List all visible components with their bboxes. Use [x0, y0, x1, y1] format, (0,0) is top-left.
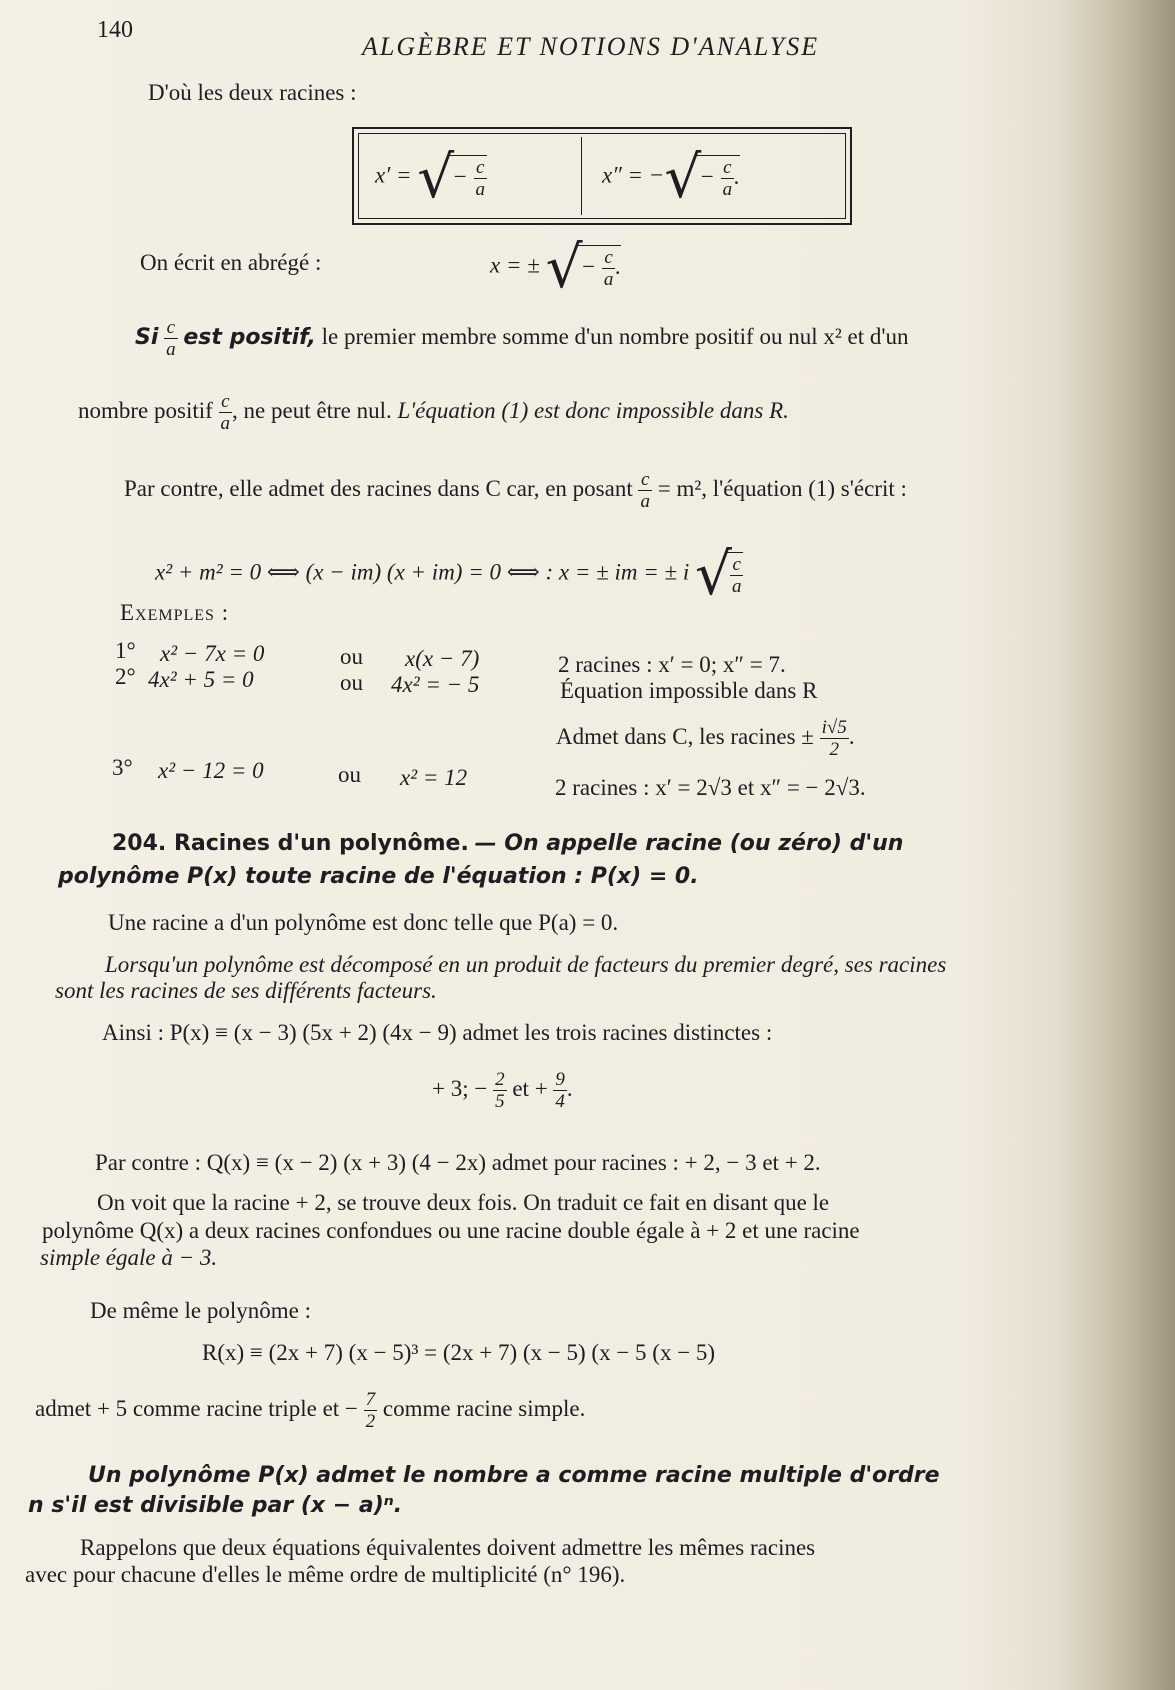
est-positif-bold: est positif,: [183, 324, 316, 350]
fraction-2-over-5: $\frac{2}{5}$: [495, 1069, 505, 1112]
sqrt-symbol: √ $\frac{c}{a}$: [695, 540, 742, 608]
fraction-c-over-a: $\frac{c}{a}$: [220, 391, 231, 434]
ex1-equation: x² − 7x = 0: [160, 641, 265, 666]
ex1-number: 1°: [115, 638, 136, 663]
p-racine-a: Une racine a d'un polynôme est donc telle que P(a) = 0.: [108, 910, 619, 935]
fraction-7-over-2: $\frac{7}{2}$: [365, 1389, 376, 1432]
sqrt-symbol: √− $\frac{c}{a}$ .: [545, 233, 622, 301]
ex3-equation: x² − 12 = 0: [158, 758, 264, 783]
ex2-result: Équation impossible dans R: [560, 678, 818, 703]
plus-minus-x: x = ±: [490, 252, 540, 278]
par-contre-line: [124, 470, 907, 511]
roots-part-a: + 3; −: [432, 1075, 488, 1101]
fraction-i-sqrt5-over-2: $\frac{i√5}{2}$: [821, 717, 847, 760]
theorem-line1: [88, 1462, 940, 1488]
definition-part2: polynôme P(x) toute racine de l'équation : P(x) = 0.: [58, 864, 699, 889]
nul-text: , ne peut être nul.: [232, 397, 392, 423]
p-voit-3: simple égale à − 3.: [40, 1245, 218, 1270]
ex1-equation2: x(x − 7): [405, 646, 480, 671]
si-rest-text: le premier membre somme d'un nombre positif ou nul x² et d'un: [321, 323, 909, 349]
nombre-positif-text: nombre positif: [78, 397, 213, 423]
abrege-formula: [490, 233, 622, 301]
ex2-equation2: 4x² = − 5: [391, 672, 480, 697]
si-bold: Si: [135, 324, 159, 350]
root-x1: [375, 143, 487, 211]
ex2-number: 2°: [115, 664, 136, 689]
ex3-result: 2 racines : x′ = 2√3 et x″ = − 2√3.: [555, 775, 866, 800]
nombre-positif-line: [78, 392, 789, 433]
admet-c-text: Admet dans C, les racines ±: [556, 723, 814, 749]
definition-line2: [58, 863, 699, 889]
ex1-ou: ou: [340, 644, 363, 669]
sqrt-symbol: √− $\frac{c}{a}$: [417, 143, 486, 211]
equivalence-text: x² + m² = 0 ⟺ (x − im) (x + im) = 0 ⟺ : x = ± im = ± i: [155, 559, 690, 585]
root-x2: [602, 143, 740, 211]
p-decompose-1: Lorsqu'un polynôme est décomposé en un produit de facteurs du premier degré, ses racines: [105, 952, 947, 977]
theorem-text-1: Un polynôme P(x) admet le nombre a comme racine multiple d'ordre: [88, 1463, 940, 1488]
exemples-label: Exemples :: [120, 600, 230, 625]
p-admet-triple: [35, 1390, 585, 1431]
ex3-equation2: x² = 12: [400, 765, 468, 790]
page-number: 140: [97, 17, 133, 43]
running-title: ALGÈBRE ET NOTIONS D'ANALYSE: [362, 32, 820, 61]
theorem-line2: [28, 1492, 402, 1518]
fraction-c-over-a: $\frac{c}{a}$: [731, 554, 742, 597]
roots-box-divider: [581, 137, 582, 215]
roots-part-b: et +: [512, 1075, 548, 1101]
minus-sign: −: [699, 163, 715, 189]
minus-sign: −: [580, 253, 597, 279]
minus-sign: −: [452, 163, 468, 189]
fraction-c-over-a: $\frac{c}{a}$: [603, 247, 614, 290]
section-204-heading: [112, 830, 903, 856]
abrege-label: On écrit en abrégé :: [140, 250, 322, 275]
equivalence-equation: [155, 540, 743, 608]
admet-triple-a: admet + 5 comme racine triple et −: [35, 1395, 358, 1421]
intro-text: D'où les deux racines :: [148, 80, 357, 105]
si-positif-line: [135, 318, 909, 359]
ecrit-text: = m², l'équation (1) s'écrit :: [657, 475, 907, 501]
section-title: 204. Racines d'un polynôme.: [112, 831, 469, 856]
ex2-ou: ou: [340, 670, 363, 695]
r-equation: R(x) ≡ (2x + 7) (x − 5)³ = (2x + 7) (x − 5) (x − 5 (x − 5): [202, 1340, 716, 1365]
ex3-number: 3°: [112, 755, 133, 780]
definition-part1: — On appelle racine (ou zéro) d'un: [474, 831, 904, 856]
ex2-equation: 4x² + 5 = 0: [148, 667, 254, 692]
ex3-ou: ou: [338, 762, 361, 787]
p-voit-1: On voit que la racine + 2, se trouve deux fois. On traduit ce fait en disant que le: [97, 1190, 830, 1215]
p-rappelons-2: avec pour chacune d'elles le même ordre de multiplicité (n° 196).: [25, 1562, 626, 1587]
ex1-result: 2 racines : x′ = 0; x″ = 7.: [558, 652, 786, 677]
root-x2-label: x″ = −: [602, 162, 665, 188]
p-de-meme: De même le polynôme :: [90, 1298, 311, 1323]
p-decompose-2: sont les racines de ses différents facteurs.: [55, 978, 437, 1003]
fraction-c-over-a: $\frac{c}{a}$: [640, 469, 650, 512]
sqrt-symbol: √− $\frac{c}{a}$ .: [664, 143, 740, 211]
fraction-c-over-a: $\frac{c}{a}$: [722, 157, 733, 200]
p-voit-2: polynôme Q(x) a deux racines confondues ou une racine double égale à + 2 et une racine: [42, 1218, 860, 1243]
roots-list: + 3; − $\frac{2}{5}$ et + $\frac{9}{4}$ .: [432, 1069, 573, 1112]
fraction-c-over-a: $\frac{c}{a}$: [166, 317, 176, 360]
fraction-c-over-a: $\frac{c}{a}$: [475, 157, 486, 200]
fraction-9-over-4: $\frac{9}{4}$: [555, 1069, 565, 1112]
p-q-polynome: Par contre : Q(x) ≡ (x − 2) (x + 3) (4 − 2x) admet pour racines : + 2, − 3 et + 2.: [95, 1150, 821, 1175]
impossible-text: L'équation (1) est donc impossible dans R.: [397, 397, 789, 423]
root-x1-label: x′ =: [375, 162, 418, 188]
par-contre-text: Par contre, elle admet des racines dans C car, en posant: [124, 475, 633, 501]
p-ainsi: Ainsi : P(x) ≡ (x − 3) (5x + 2) (4x − 9) admet les trois racines distinctes :: [102, 1020, 773, 1045]
p-rappelons-1: Rappelons que deux équations équivalentes doivent admettre les mêmes racines: [80, 1535, 816, 1560]
admet-triple-b: comme racine simple.: [382, 1395, 586, 1421]
theorem-text-2: n s'il est divisible par (x − a)ⁿ.: [28, 1493, 403, 1518]
ex2-result2: Admet dans C, les racines ± $\frac{i√5}{2}$ .: [556, 717, 855, 760]
